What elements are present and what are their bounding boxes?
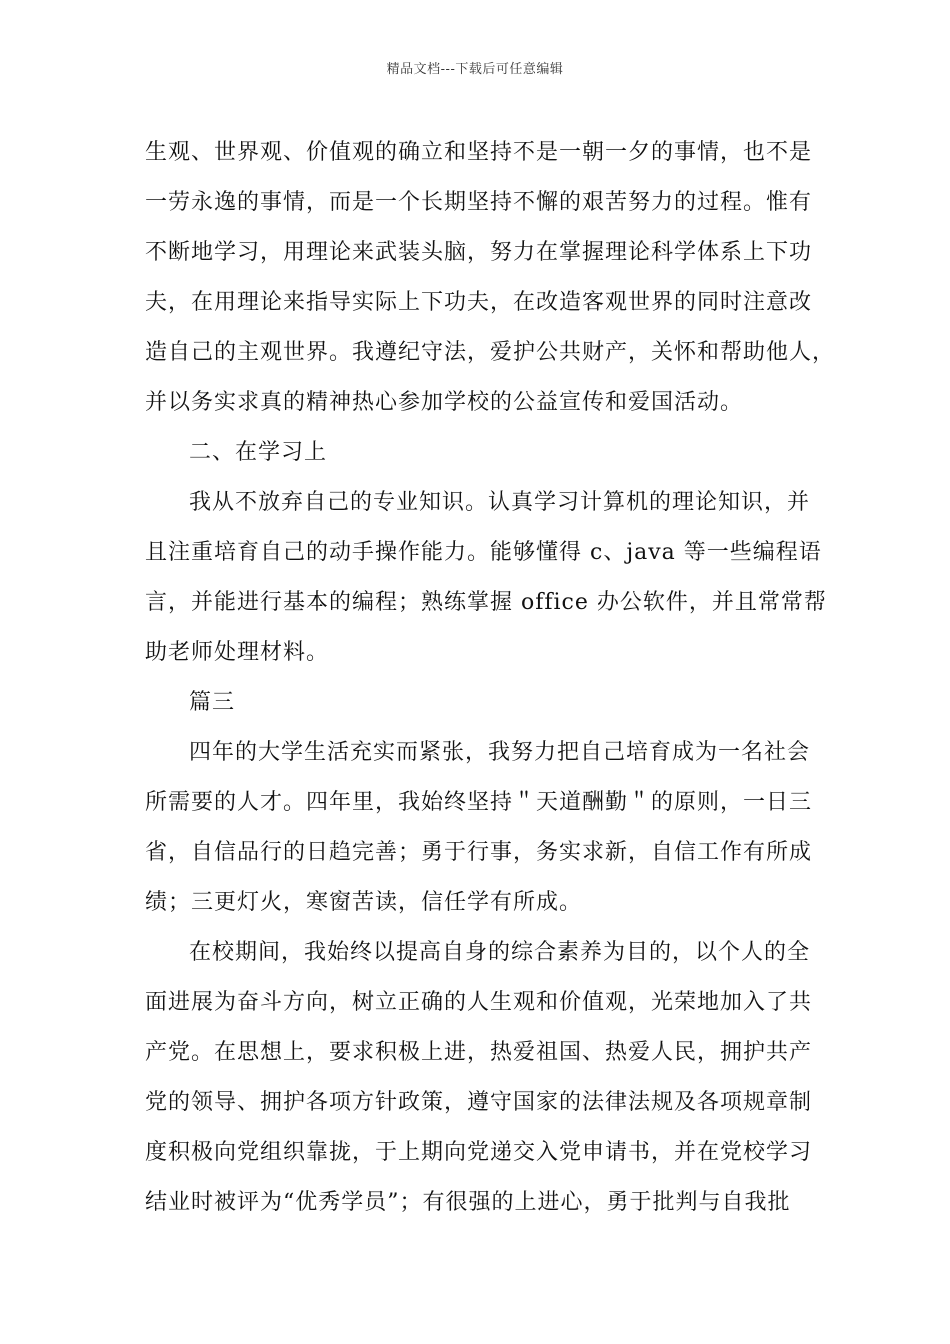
text-line: 在校期间，我始终以提高自身的综合素养为目的，以个人的全: [189, 940, 811, 965]
page-header: 精品文档---下载后可任意编辑: [386, 62, 564, 77]
text-line: 生观、世界观、价值观的确立和坚持不是一朝一夕的事情，也不是: [145, 140, 813, 165]
text-line: 结业时被评为“优秀学员”；有很强的上进心，勇于批判与自我批: [145, 1190, 791, 1215]
text-line: 言，并能进行基本的编程；熟练掌握 office 办公软件，并且常常帮: [145, 590, 827, 615]
text-line: 且注重培育自己的动手操作能力。能够懂得 c、java 等一些编程语: [145, 540, 822, 565]
text-line: 夫，在用理论来指导实际上下功夫，在改造客观世界的同时注意改: [145, 290, 813, 315]
text-line: 四年的大学生活充实而紧张，我努力把自己培育成为一名社会: [189, 740, 811, 765]
text-line: 省，自信品行的日趋完善；勇于行事，务实求新，自信工作有所成: [145, 840, 813, 865]
text-line: 造自己的主观世界。我遵纪守法，爱护公共财产，关怀和帮助他人，: [145, 340, 836, 365]
section-heading: 二、在学习上: [189, 440, 328, 465]
section-heading: 篇三: [189, 690, 236, 715]
text-line: 并以务实求真的精神热心参加学校的公益宣传和爱国活动。: [145, 390, 744, 415]
text-line: 度积极向党组织靠拢，于上期向党递交入党申请书，并在党校学习: [145, 1140, 813, 1165]
document-body: [145, 128, 836, 1228]
text-line: 我从不放弃自己的专业知识。认真学习计算机的理论知识，并: [189, 490, 811, 515]
text-line: 党的领导、拥护各项方针政策，遵守国家的法律法规及各项规章制: [145, 1090, 813, 1115]
text-line: 不断地学习，用理论来武装头脑，努力在掌握理论科学体系上下功: [145, 240, 813, 265]
text-line: 产党。在思想上，要求积极上进，热爱祖国、热爱人民，拥护共产: [145, 1040, 813, 1065]
text-line: 面进展为奋斗方向，树立正确的人生观和价值观，光荣地加入了共: [145, 990, 813, 1015]
text-line: 所需要的人才。四年里，我始终坚持＂天道酬勤＂的原则，一日三: [145, 790, 813, 815]
text-line: 绩；三更灯火，寒窗苦读，信任学有所成。: [145, 890, 583, 915]
text-line: 助老师处理材料。: [145, 640, 330, 665]
text-line: 一劳永逸的事情，而是一个长期坚持不懈的艰苦努力的过程。惟有: [145, 190, 813, 215]
